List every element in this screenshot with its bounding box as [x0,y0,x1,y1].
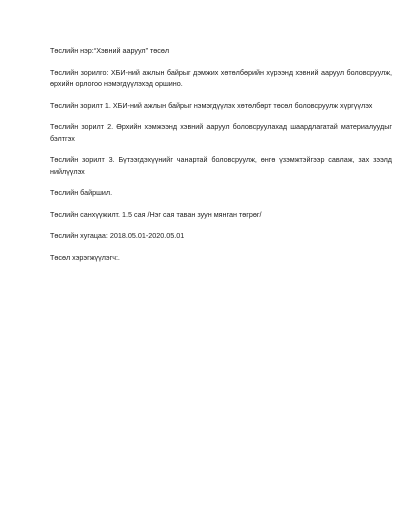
project-implementer: Төсөл хэрэгжүүлэгч:. [50,252,120,262]
project-location: Төслийн байршил. [50,188,113,197]
project-funding: Төслийн санхүүжилт. 1.5 сая /Нэг сая таван зуун мянган төгрөг/ [50,209,262,219]
project-objective-2: Төслийн зорилт 2. Өрхийн хэмжээнд хэвний ааруул боловсруулахад шаардлагатай материалуудыг бэлтгэх [50,122,392,143]
project-objective-3: Төслийн зорилт 3. Бүтээгдэхүүнийг чанартай боловсруулж, өнгө үзэмжтэйгээр савлаж, зах зээлд нийлүүлэх [50,155,392,176]
project-goal: Төслийн зорилго: ХБИ-ний ажлын байрыг дэмжих хөтөлбөрийн хүрээнд хэвний ааруул боловсруулж, өрхийн орлогоо нэмэгдүүлэхэд оршино. [50,67,392,88]
document-body [50,45,392,273]
project-duration: Төслийн хугацаа: 2018.05.01-2020.05.01 [50,231,185,240]
project-name: Төслийн нэр:“Хэвний ааруул” төсөл [50,46,170,55]
project-objective-1: Төслийн зорилт 1. ХБИ-ний ажлын байрыг нэмэгдүүлэх хөтөлбөрт төсөл боловсруулж хүргүүлэх [50,100,373,110]
